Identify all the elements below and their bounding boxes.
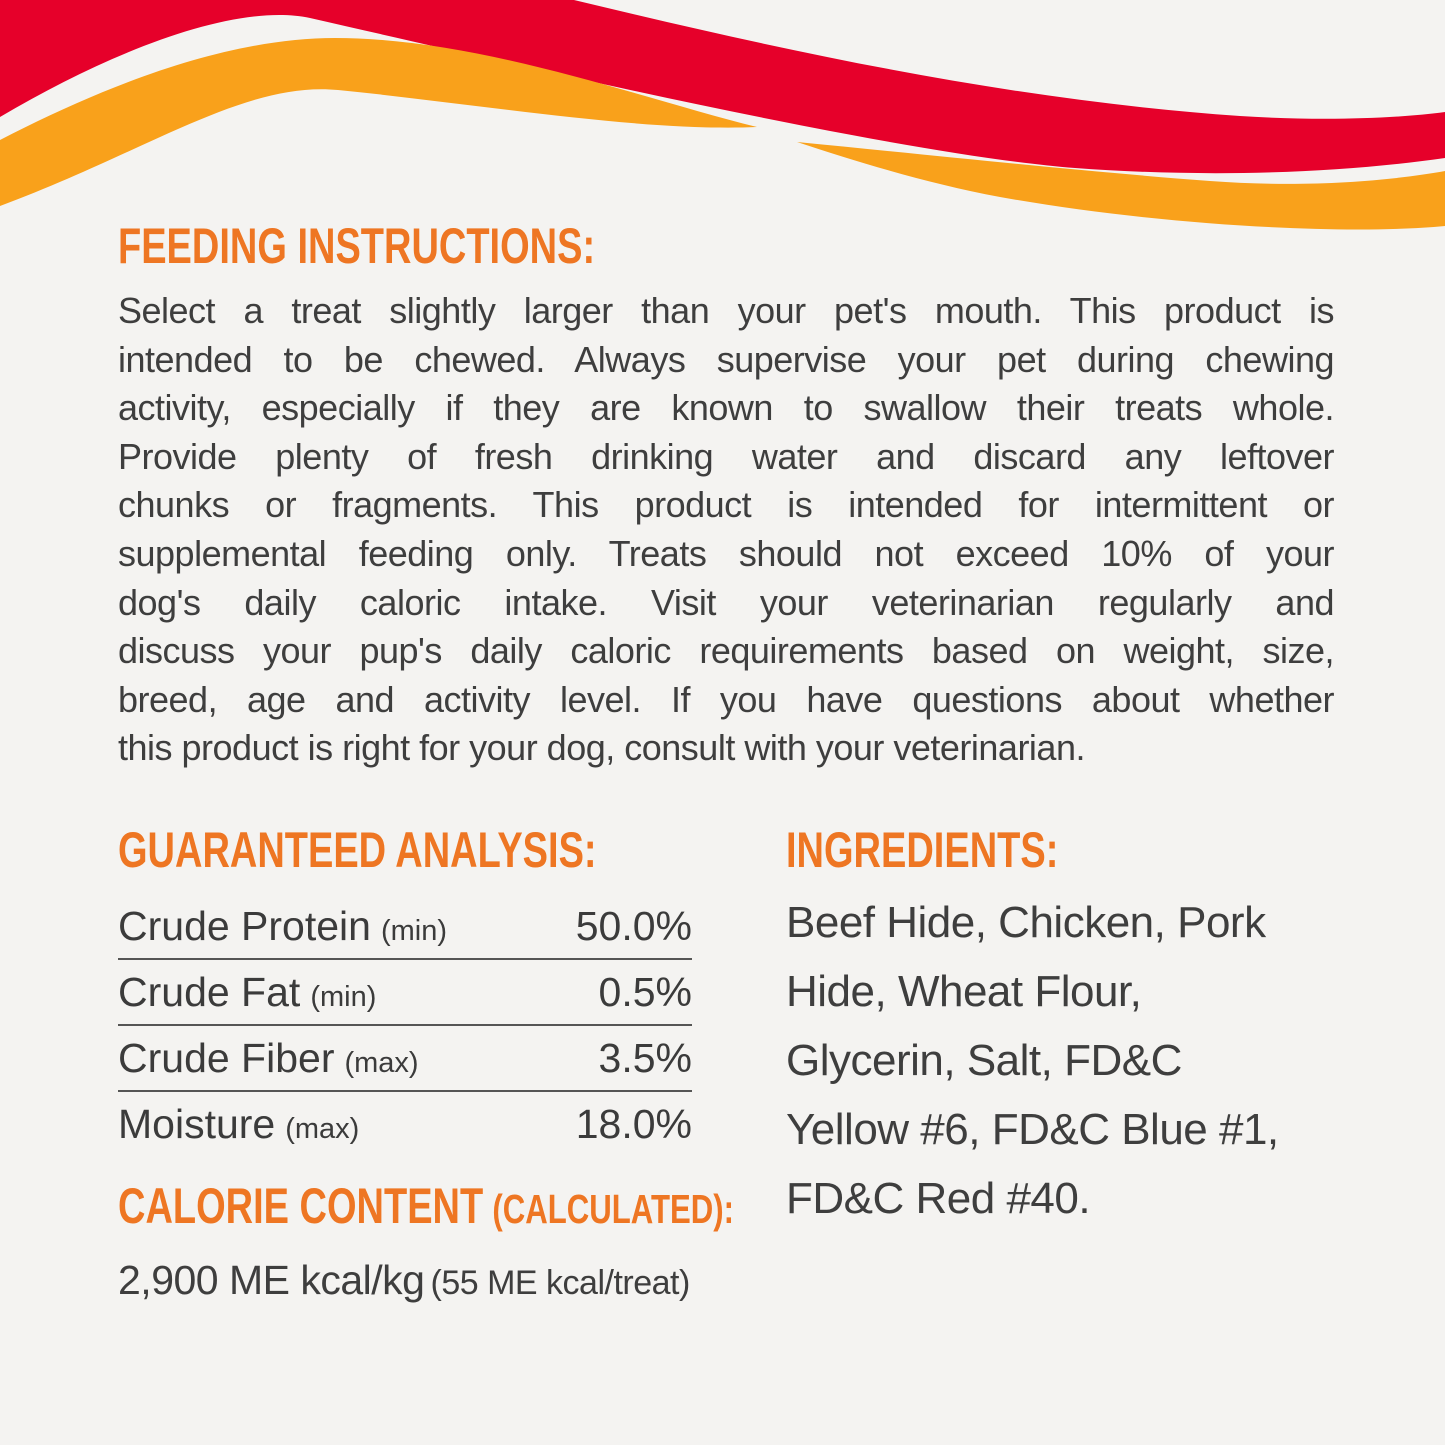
feeding-instructions-line: dog's daily caloric intake. Visit your veterinarian regularly and <box>118 581 1334 623</box>
ingredients-line: Hide, Wheat Flour, <box>786 967 1142 1016</box>
feeding-instructions-line: Provide plenty of fresh drinking water and discard any leftover <box>118 435 1334 477</box>
feeding-instructions-line: intended to be chewed. Always supervise your pet during chewing <box>118 338 1334 380</box>
table-row <box>118 960 692 1026</box>
nutrient-name: Crude Fat <box>118 969 301 1015</box>
nutrient-value: 0.5% <box>598 969 692 1015</box>
nutrient-value: 50.0% <box>575 903 692 949</box>
nutrient-label <box>118 1035 419 1082</box>
feeding-instructions-heading: FEEDING INSTRUCTIONS: <box>118 218 596 274</box>
nutrient-basis: (max) <box>344 1047 419 1079</box>
calorie-content-value <box>118 1252 690 1311</box>
feeding-instructions-line: activity, especially if they are known to swallow their treats whole. <box>118 387 1334 429</box>
ingredients-line: Yellow #6, FD&C Blue #1, <box>786 1105 1279 1154</box>
guaranteed-analysis-table <box>118 894 692 1158</box>
ingredients-list <box>786 888 1386 1233</box>
feeding-instructions-line: this product is right for your dog, consult with your veterinarian. <box>118 727 1085 769</box>
nutrient-basis: (min) <box>380 915 448 947</box>
feeding-instructions-line: chunks or fragments. This product is intended for intermittent or <box>118 484 1334 526</box>
feeding-instructions-line: supplemental feeding only. Treats should not exceed 10% of your <box>118 532 1334 574</box>
nutrient-basis: (min) <box>310 981 377 1013</box>
nutrient-value: 3.5% <box>598 1035 692 1081</box>
ingredients-heading: INGREDIENTS: <box>786 822 1059 878</box>
nutrient-name: Crude Protein <box>118 903 371 949</box>
nutrient-basis: (max) <box>285 1113 360 1145</box>
calorie-content-heading-main: CALORIE CONTENT <box>118 1178 484 1234</box>
calorie-value-main: 2,900 ME kcal/kg <box>118 1257 425 1303</box>
feeding-instructions-paragraph <box>118 287 1334 773</box>
table-row <box>118 1026 692 1092</box>
calorie-content-heading-qualifier: (CALCULATED): <box>492 1186 735 1232</box>
ingredients-section <box>786 822 1144 880</box>
nutrient-label <box>118 969 376 1016</box>
feeding-instructions-section <box>118 218 746 276</box>
nutrient-name: Moisture <box>118 1101 276 1147</box>
guaranteed-analysis-section <box>118 822 748 880</box>
feeding-instructions-line: breed, age and activity level. If you have questions about whether <box>118 678 1334 720</box>
feeding-instructions-line: Select a treat slightly larger than your pet's mouth. This product is <box>118 290 1334 331</box>
feeding-instructions-line: discuss your pup's daily caloric requirements based on weight, size, <box>118 630 1334 672</box>
guaranteed-analysis-heading: GUARANTEED ANALYSIS: <box>118 822 597 878</box>
calorie-content-heading <box>118 1178 734 1236</box>
nutrient-label <box>118 903 447 950</box>
table-row <box>118 1092 692 1158</box>
ingredients-line: Glycerin, Salt, FD&C <box>786 1036 1182 1085</box>
table-row <box>118 894 692 960</box>
nutrient-value: 18.0% <box>575 1101 692 1147</box>
nutrient-label <box>118 1101 359 1148</box>
nutrient-name: Crude Fiber <box>118 1035 335 1081</box>
ingredients-line: FD&C Red #40. <box>786 1174 1091 1223</box>
ingredients-line: Beef Hide, Chicken, Pork <box>786 898 1266 947</box>
calorie-value-detail: (55 ME kcal/treat) <box>430 1264 690 1302</box>
